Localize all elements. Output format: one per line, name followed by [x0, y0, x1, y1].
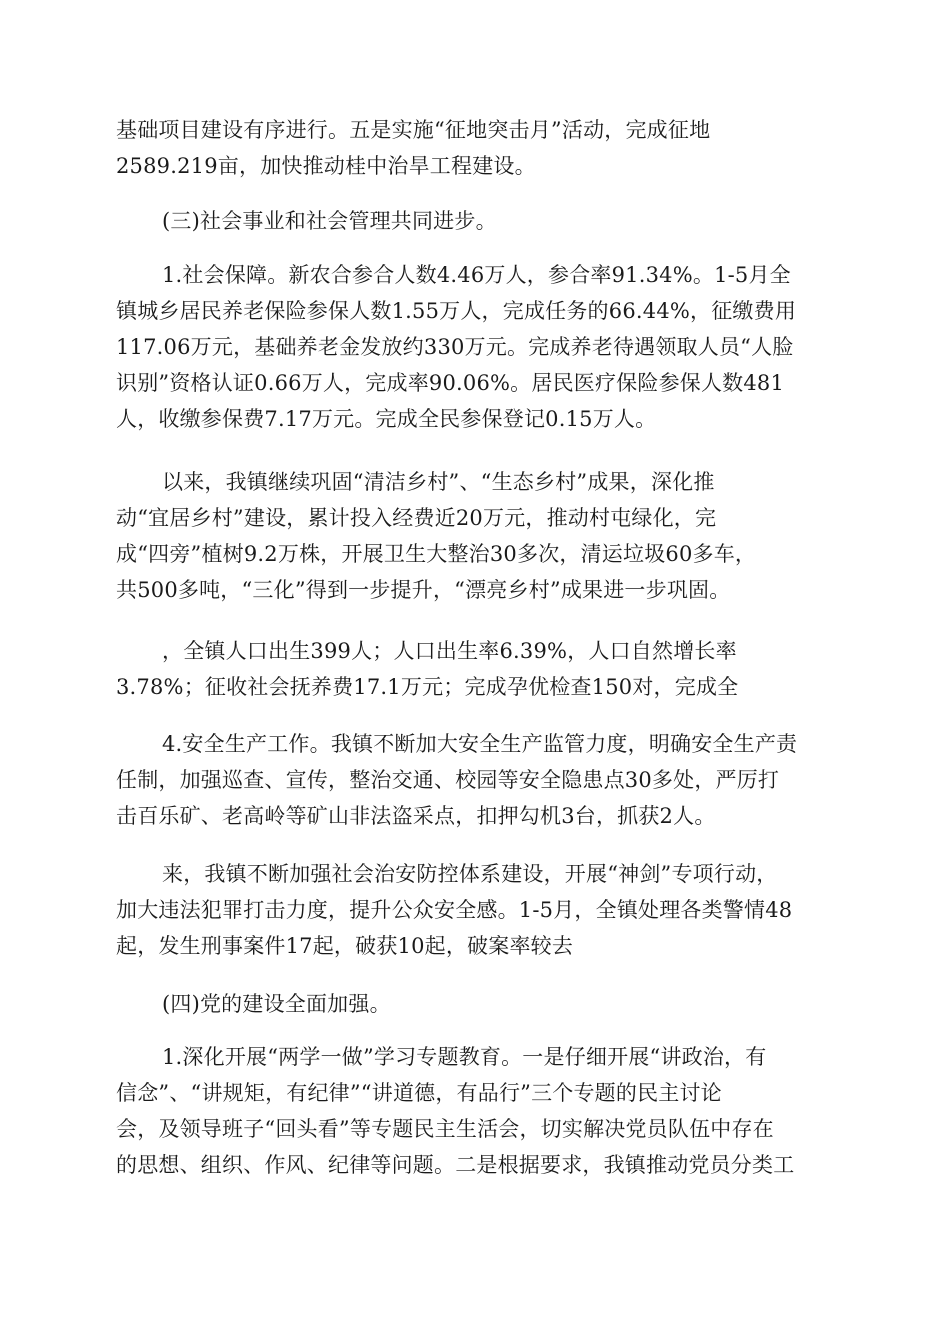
text-line: 信念”、“讲规矩，有纪律”“讲道德，有品行”三个专题的民主讨论 — [116, 1081, 722, 1105]
text-line: 4.安全生产工作。我镇不断加大安全生产监管力度，明确安全生产责 — [162, 732, 798, 756]
text-line: 击百乐矿、老高岭等矿山非法盗采点，扣押勾机3台，抓获2人。 — [116, 804, 716, 828]
paragraph-production-safety — [116, 726, 836, 834]
text-line: ，全镇人口出生399人；人口出生率6.39%，人口自然增长率 — [162, 639, 737, 663]
text-line: 任制，加强巡查、宣传，整治交通、校园等安全隐患点30多处，严厉打 — [116, 768, 780, 792]
text-line: (三)社会事业和社会管理共同进步。 — [162, 209, 497, 233]
text-line: 会，及领导班子“回头看”等专题民主生活会，切实解决党员队伍中存在 — [116, 1117, 774, 1141]
text-line: 2589.219亩，加快推动桂中治旱工程建设。 — [116, 154, 536, 178]
text-line: 动“宜居乡村”建设，累计投入经费近20万元，推动村屯绿化，完 — [116, 506, 717, 530]
text-line: 3.78%；征收社会抚养费17.1万元；完成孕优检查150对，完成全 — [116, 675, 739, 699]
text-line: 识别”资格认证0.66万人，完成率90.06%。居民医疗保险参保人数481 — [116, 371, 785, 395]
text-line: 117.06万元，基础养老金发放约330万元。完成养老待遇领取人员“人脸 — [116, 335, 794, 359]
paragraph-two-studies-one-action — [116, 1039, 836, 1183]
text-line: 起，发生刑事案件17起，破获10起，破案率较去 — [116, 934, 574, 958]
text-line: 1.社会保障。新农合参合人数4.46万人，参合率91.34%。1-5月全 — [162, 263, 791, 287]
text-line: 的思想、组织、作风、纪律等问题。二是根据要求，我镇推动党员分类工 — [116, 1153, 795, 1177]
text-line: 1.深化开展“两学一做”学习专题教育。一是仔细开展“讲政治，有 — [162, 1045, 767, 1069]
text-line: 人，收缴参保费7.17万元。完成全民参保登记0.15万人。 — [116, 407, 657, 431]
paragraph-public-security — [116, 856, 836, 964]
section-heading-social-affairs — [116, 203, 836, 239]
paragraph-project-construction — [116, 112, 836, 184]
text-line: 镇城乡居民养老保险参保人数1.55万人，完成任务的66.44%，征缴费用 — [116, 299, 797, 323]
paragraph-social-security — [116, 257, 836, 437]
text-line: 以来，我镇继续巩固“清洁乡村”、“生态乡村”成果，深化推 — [162, 470, 715, 494]
text-line: 加大违法犯罪打击力度，提升公众安全感。1-5月，全镇处理各类警情48 — [116, 898, 793, 922]
text-line: 基础项目建设有序进行。五是实施“征地突击月”活动，完成征地 — [116, 118, 711, 142]
section-heading-party-building — [116, 986, 836, 1022]
text-line: (四)党的建设全面加强。 — [162, 992, 391, 1016]
paragraph-population — [116, 633, 836, 705]
text-line: 成“四旁”植树9.2万株，开展卫生大整治30多次，清运垃圾60多车， — [116, 542, 757, 566]
text-line: 来，我镇不断加强社会治安防控体系建设，开展“神剑”专项行动， — [162, 862, 778, 886]
paragraph-rural-construction — [116, 464, 836, 608]
text-line: 共500多吨，“三化”得到一步提升，“漂亮乡村”成果进一步巩固。 — [116, 578, 731, 602]
